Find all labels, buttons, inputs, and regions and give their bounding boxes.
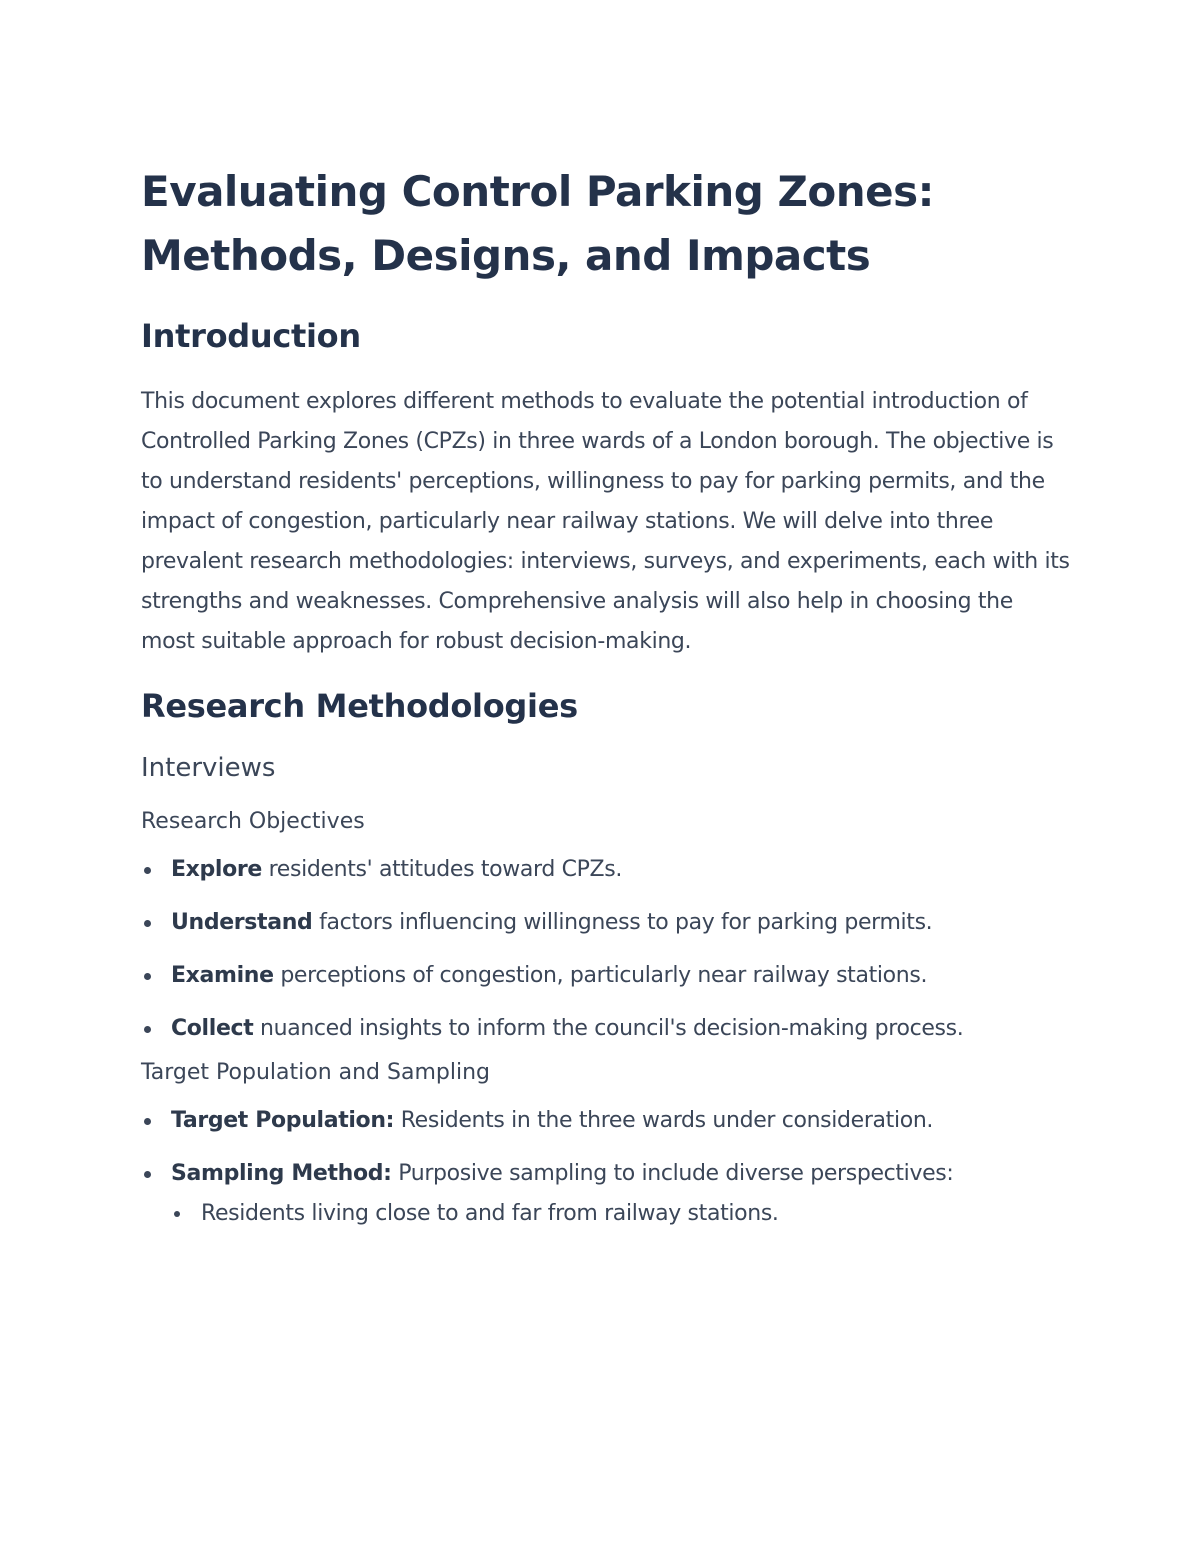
list-item-bold: Explore [171, 857, 262, 882]
objectives-list [141, 850, 1071, 1049]
list-item-bold: Collect [171, 1016, 254, 1041]
bullet-icon [144, 973, 151, 980]
bullet-icon [144, 1171, 151, 1178]
document-title [141, 160, 1071, 288]
list-item [141, 1154, 1071, 1234]
list-item-text: perceptions of congestion, particularly near railway stations. [273, 963, 928, 988]
target-population-heading: Target Population and Sampling [141, 1060, 490, 1085]
target-population-list [141, 1101, 1071, 1234]
bullet-icon [174, 1211, 180, 1217]
list-item-text: factors influencing willingness to pay for parking permits. [312, 910, 933, 935]
list-item-bold: Examine [171, 963, 274, 988]
introduction-heading: Introduction [141, 317, 361, 355]
list-item-text: nuanced insights to inform the council's decision-making process. [253, 1016, 964, 1041]
bullet-icon [144, 1026, 151, 1033]
bullet-icon [144, 920, 151, 927]
bullet-icon [144, 867, 151, 874]
list-item-bold: Sampling Method: [171, 1161, 392, 1186]
title-line-2: Methods, Designs, and Impacts [141, 231, 871, 280]
list-item [141, 956, 1071, 996]
list-item [141, 1101, 1071, 1141]
document-page [141, 160, 1071, 1234]
list-item [141, 903, 1071, 943]
interviews-heading: Interviews [141, 753, 276, 783]
sampling-sublist [171, 1194, 1071, 1234]
research-objectives-heading: Research Objectives [141, 809, 365, 834]
list-item-bold: Understand [171, 910, 313, 935]
list-item-text: residents' attitudes toward CPZs. [261, 857, 622, 882]
list-item-bold: Target Population: [171, 1108, 395, 1133]
list-item-text: Purposive sampling to include diverse perspectives: [391, 1161, 954, 1186]
list-item [141, 1009, 1071, 1049]
list-item [141, 850, 1071, 890]
sublist-item [171, 1194, 1071, 1234]
introduction-paragraph: This document explores different methods to evaluate the potential introduction of Controlled Parking Zones (CPZs) in three wards of a London borough. The objective is to understand residents' perceptions, willingness to pay for parking permits, and the impact of congestion, particularly near railway stations. We will delve into three prevalent research methodologies: interviews, surveys, and experiments, each with its strengths and weaknesses. Comprehensive analysis will also help in choosing the most suitable approach for robust decision-making. [141, 389, 1070, 654]
sublist-item-text: Residents living close to and far from railway stations. [201, 1201, 779, 1226]
bullet-icon [144, 1118, 151, 1125]
research-methodologies-heading: Research Methodologies [141, 687, 578, 725]
list-item-text: Residents in the three wards under consideration. [394, 1108, 934, 1133]
title-line-1: Evaluating Control Parking Zones: [141, 167, 934, 216]
